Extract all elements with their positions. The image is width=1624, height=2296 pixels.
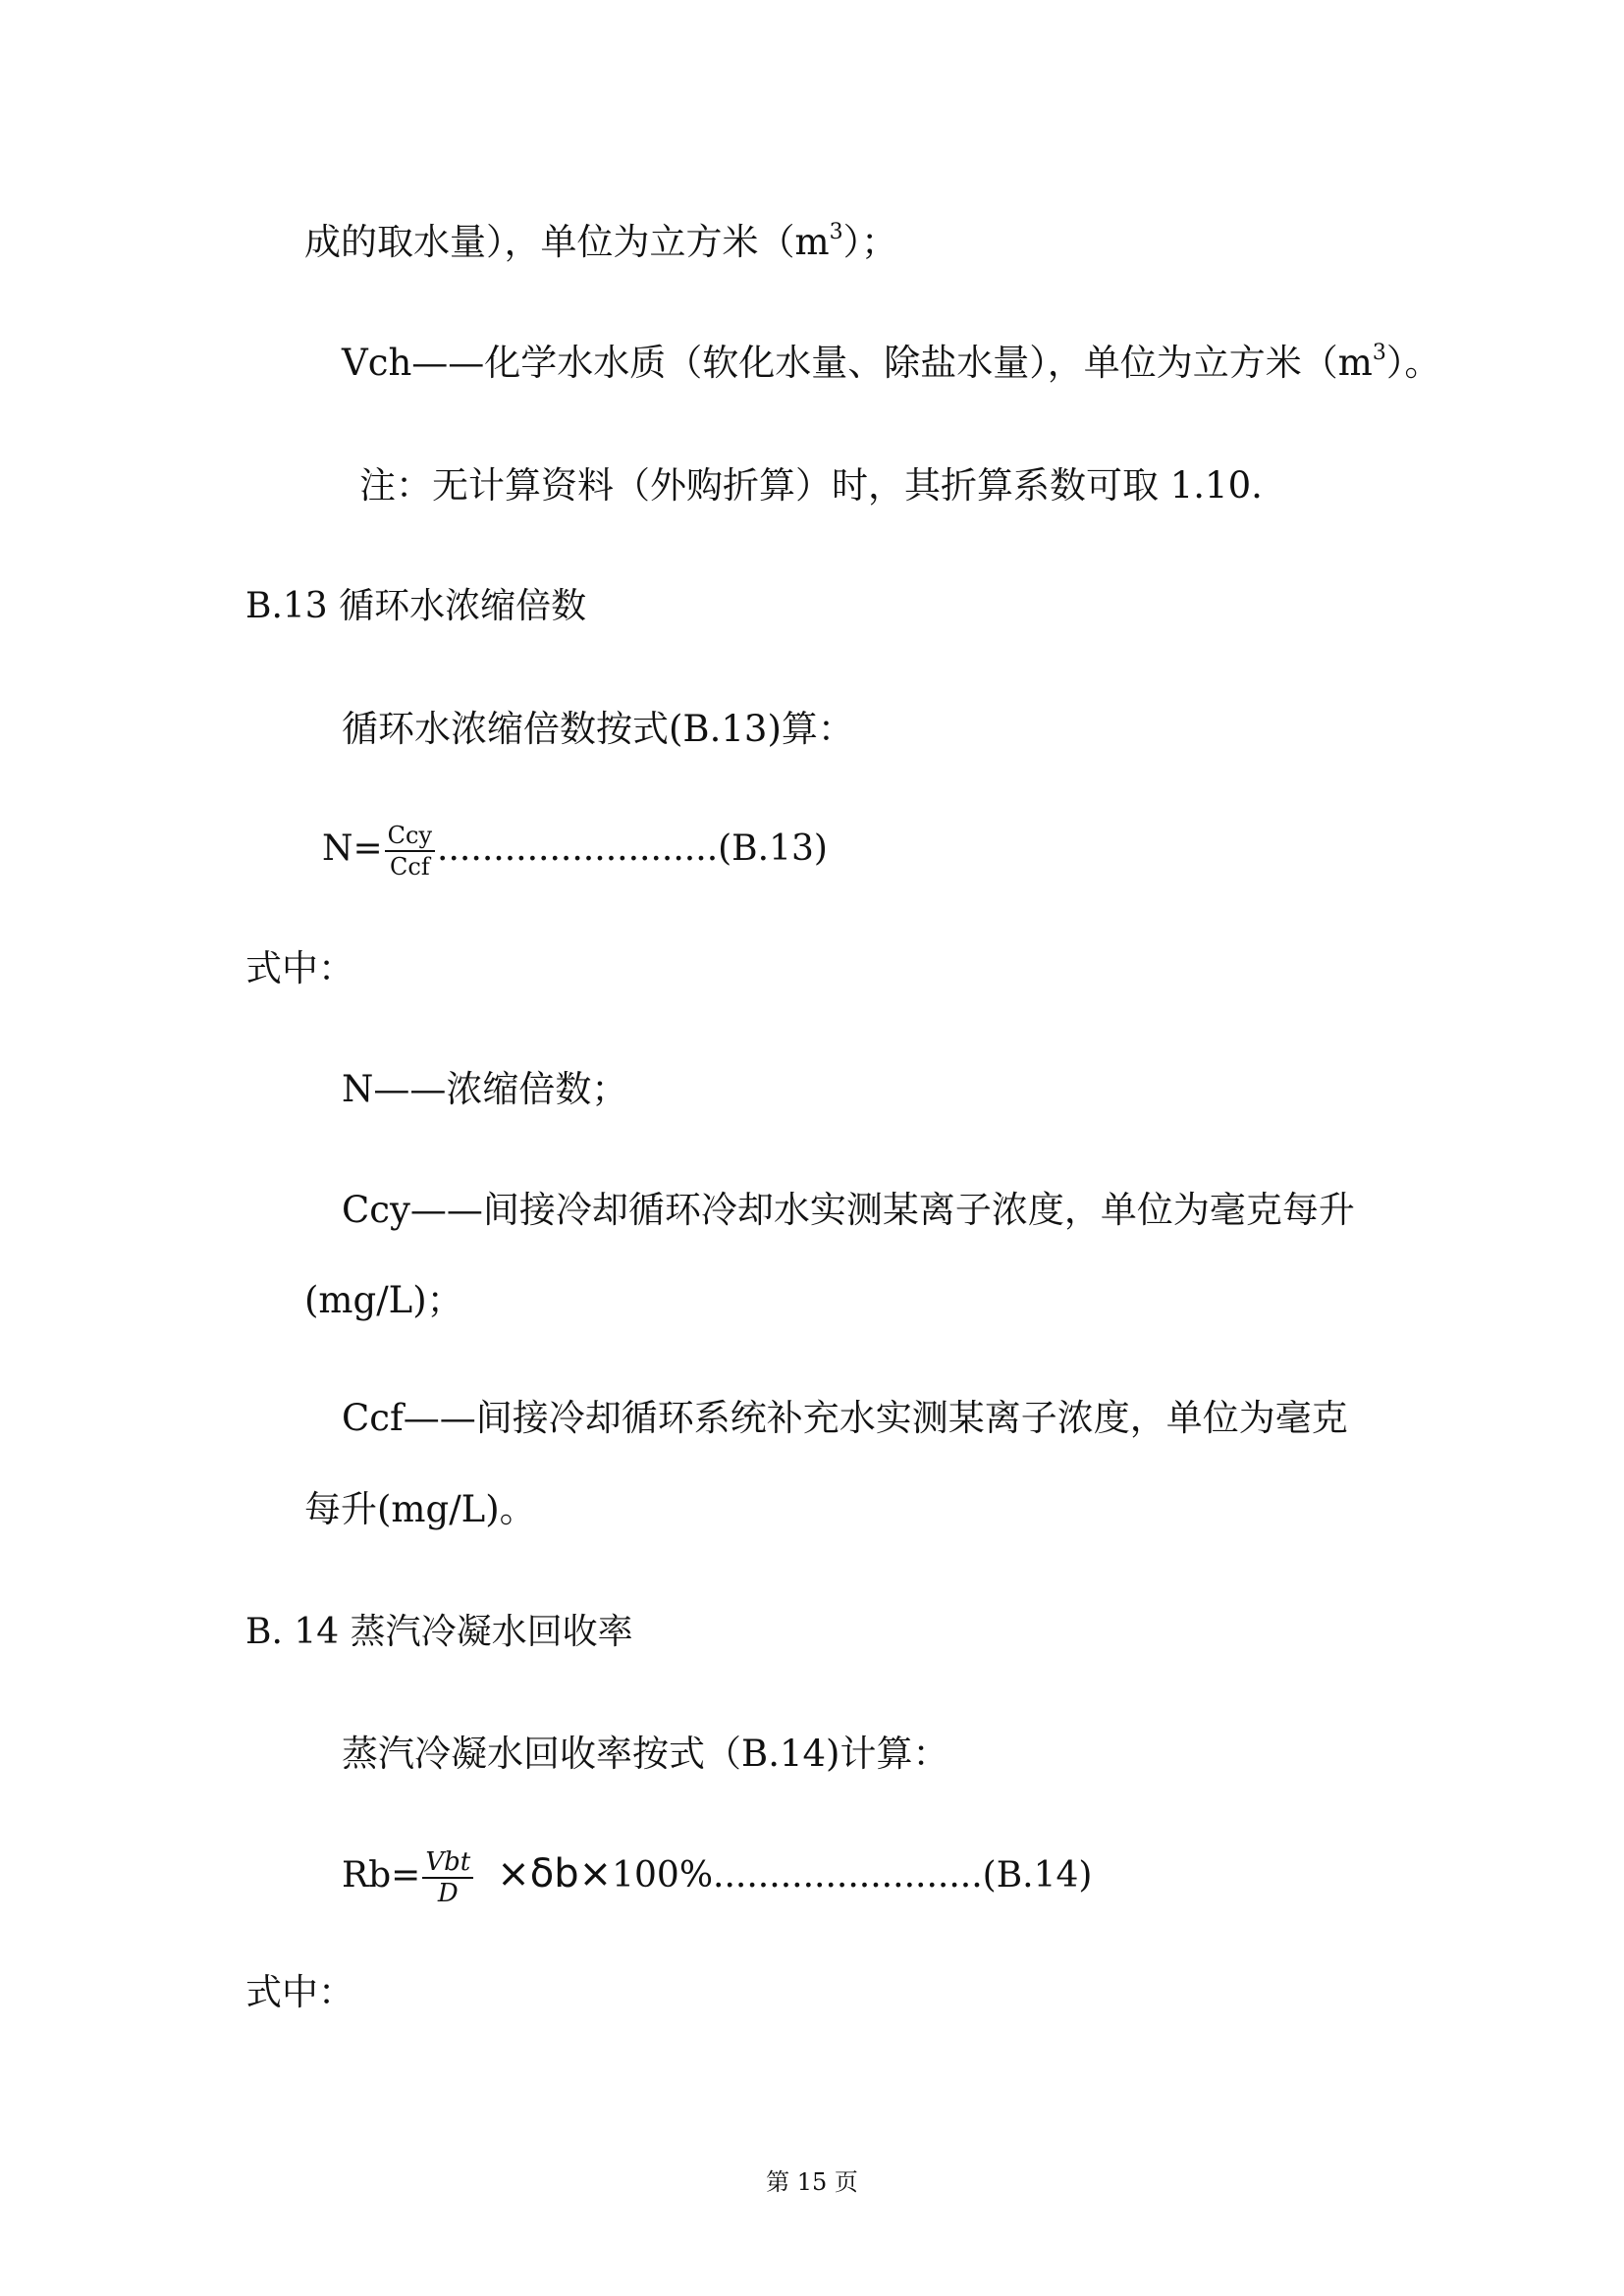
formula-b13-denominator: Ccf	[390, 853, 430, 881]
formula-b13-fraction	[385, 821, 435, 881]
formula-b13	[322, 821, 828, 881]
line-ccy-definition: Ccy——间接冷却循环冷却水实测某离子浓度，单位为毫克每升	[342, 1189, 1355, 1231]
formula-b14-ref: (B.14)	[982, 1855, 1093, 1896]
formula-b14	[342, 1847, 1092, 1908]
formula-b14-lhs: Rb=	[342, 1855, 421, 1896]
formula-b13-numerator: Ccy	[385, 821, 435, 852]
formula-b13-lhs: N=	[322, 828, 383, 869]
page-number: 第 15 页	[766, 2168, 858, 2196]
note-conversion-coefficient: 注：无计算资料（外购折算）时，其折算系数可取 1.10.	[359, 464, 1263, 507]
line-ccy-unit: (mg/L)；	[304, 1279, 463, 1321]
line-b14-intro: 蒸汽冷凝水回收率按式（B.14)计算：	[342, 1733, 949, 1775]
formula-b13-ref: (B.13)	[718, 828, 828, 869]
line-ccf-definition: Ccf——间接冷却循环系统补充水实测某离子浓度，单位为毫克	[342, 1397, 1348, 1439]
line-ccf-unit: 每升(mg/L)。	[304, 1488, 536, 1530]
formula-b14-fraction	[422, 1847, 473, 1908]
formula-b14-dots: ........................	[713, 1855, 983, 1896]
line-n-definition: N——浓缩倍数；	[342, 1068, 628, 1110]
formula-b13-dots: .........................	[437, 828, 719, 869]
formula-b14-denominator: D	[437, 1879, 459, 1908]
formula-b14-operators: ×δb×	[497, 1851, 613, 1896]
heading-b13: B.13 循环水浓缩倍数	[245, 586, 587, 626]
formula-b14-percent: 100%	[612, 1855, 714, 1896]
line-where-2: 式中：	[245, 1971, 354, 2013]
heading-b14: B. 14 蒸汽冷凝水回收率	[245, 1612, 633, 1652]
line-unit-intake: 成的取水量），单位为立方米$(m^3)$；	[304, 220, 898, 263]
formula-b14-numerator: Vbt	[422, 1847, 473, 1879]
line-where-1: 式中：	[245, 947, 354, 989]
line-b13-intro: 循环水浓缩倍数按式(B.13)算：	[342, 708, 854, 750]
line-vch-definition: Vch——化学水水质（软化水量、除盐水量），单位为立方米$(m^3)$。	[342, 341, 1441, 384]
